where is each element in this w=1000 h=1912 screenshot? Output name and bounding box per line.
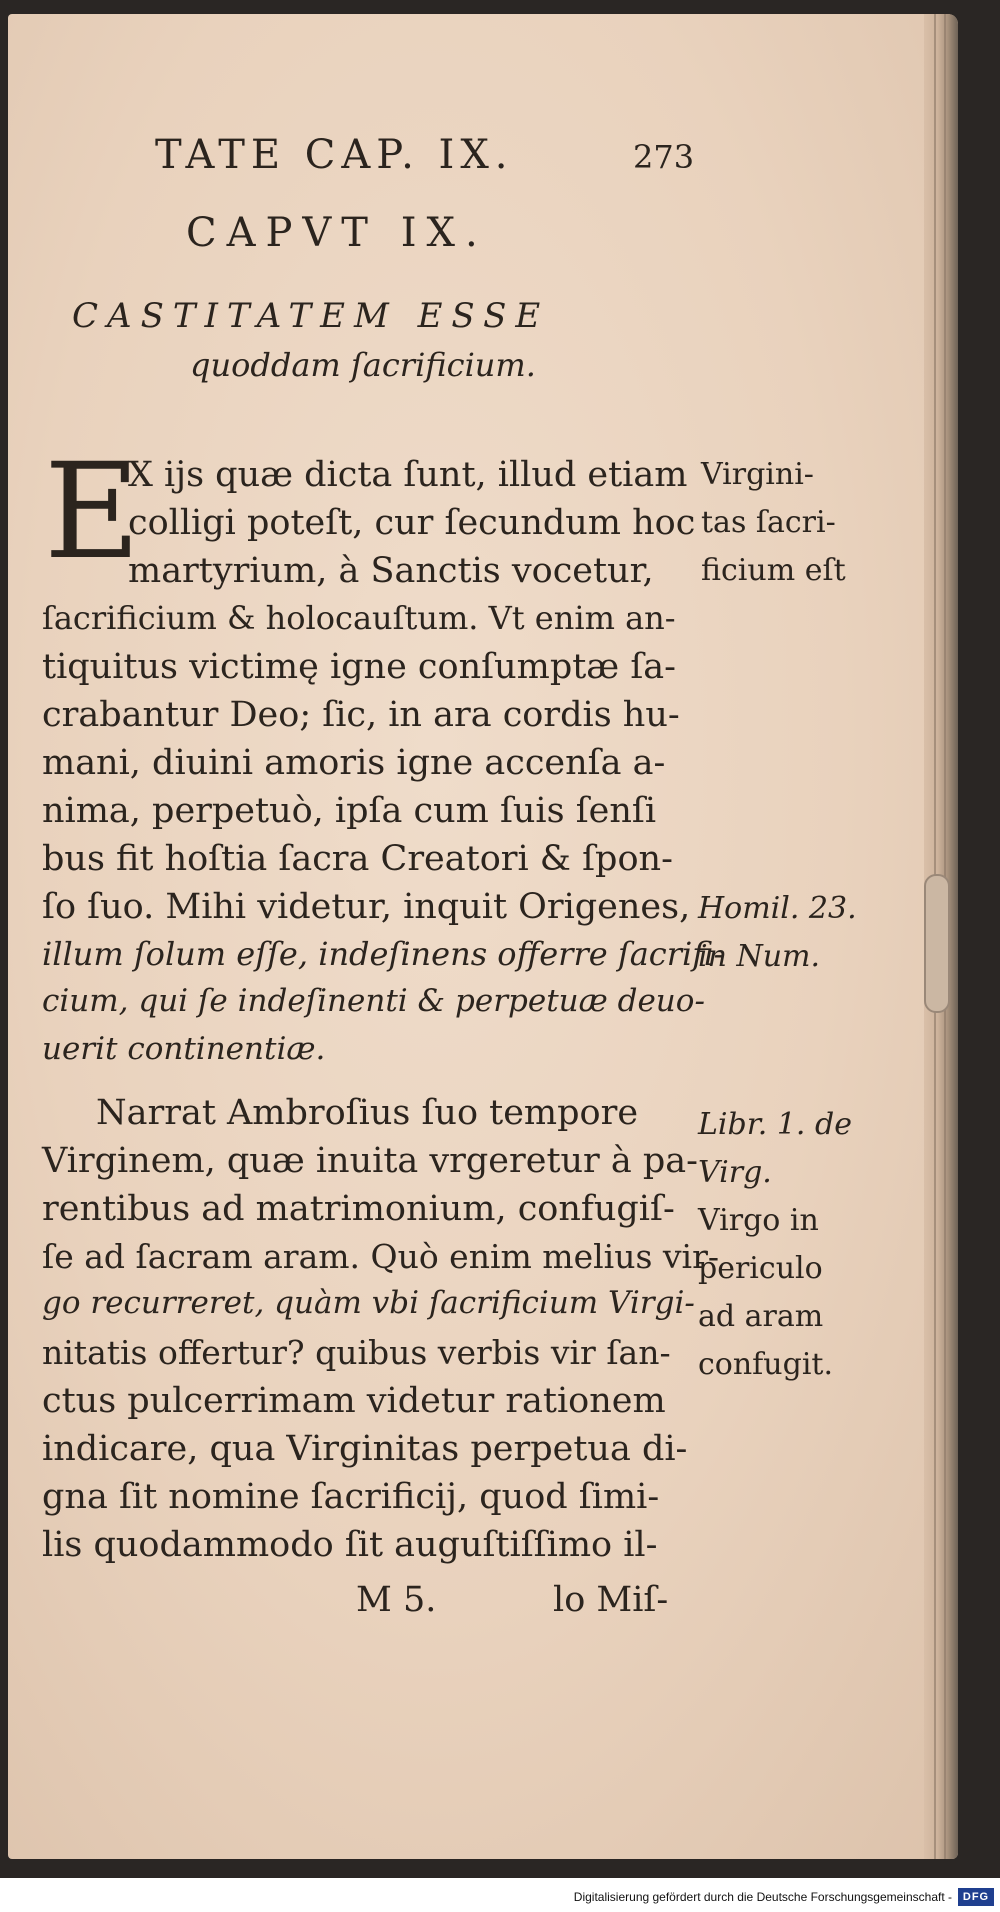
page-edge-shadow bbox=[924, 14, 958, 1859]
body-line: nima, perpetuò, ipſa cum ſuis ſenſi bbox=[42, 791, 657, 831]
margin-note: Homil. 23. bbox=[698, 891, 857, 926]
margin-note: Virgini- bbox=[701, 457, 814, 492]
page-number: 273 bbox=[633, 138, 695, 176]
dfg-logo: DFG bbox=[958, 1888, 994, 1906]
body-line: Narrat Ambroſius ſuo tempore bbox=[96, 1093, 639, 1133]
body-line: ſacrificium & holocauſtum. Vt enim an- bbox=[42, 599, 676, 637]
body-line: ſe ad ſacram aram. Quò enim melius vir- bbox=[42, 1237, 720, 1276]
body-line: ſo ſuo. Mihi videtur, inquit Origenes, bbox=[42, 887, 691, 927]
margin-note: ficium eſt bbox=[701, 553, 846, 588]
body-line: lis quodammodo ſit auguſtiſſimo il- bbox=[42, 1525, 658, 1565]
signature-mark: M 5. bbox=[356, 1580, 437, 1620]
margin-note: periculo bbox=[698, 1251, 823, 1286]
body-line: tiquitus victimę igne conſumptæ ſa- bbox=[42, 647, 676, 687]
margin-note: ad aram bbox=[698, 1299, 824, 1334]
body-line: go recurreret, quàm vbi ſacrificium Virgi- bbox=[42, 1285, 695, 1321]
body-line: bus fit hoſtia ſacra Creatori & ſpon- bbox=[42, 839, 673, 879]
body-line: gna ſit nomine ſacrificij, quod ſimi- bbox=[42, 1477, 660, 1517]
drop-cap: E bbox=[44, 435, 141, 589]
body-line: X ijs quæ dicta ſunt, illud etiam bbox=[128, 455, 688, 495]
credit-text: Digitalisierung gefördert durch die Deutsche Forschungsgemeinschaft - bbox=[573, 1890, 952, 1904]
margin-note: in Num. bbox=[698, 939, 821, 974]
chapter-subtitle-line-2: quoddam ſacrificium. bbox=[190, 346, 536, 384]
body-line: martyrium, à Sanctis vocetur, bbox=[128, 551, 654, 591]
book-page bbox=[8, 14, 958, 1859]
body-line: illum ſolum eſſe, indeſinens offerre ſacrifi- bbox=[42, 935, 725, 973]
body-line: indicare, qua Virginitas perpetua di- bbox=[42, 1429, 688, 1469]
body-line: ctus pulcerrimam videtur rationem bbox=[42, 1381, 666, 1421]
chapter-title: CAPVT IX. bbox=[186, 210, 488, 256]
running-head: TATE CAP. IX. bbox=[155, 132, 514, 178]
body-line: cium, qui ſe indeſinenti & perpetuæ deuo- bbox=[42, 983, 705, 1019]
body-line: uerit continentiæ. bbox=[42, 1031, 326, 1067]
margin-note: confugit. bbox=[698, 1347, 833, 1382]
chapter-subtitle-line-1: CASTITATEM ESSE bbox=[72, 296, 550, 336]
margin-note: Libr. 1. de bbox=[698, 1107, 852, 1142]
body-line: nitatis offertur? quibus verbis vir ſan- bbox=[42, 1333, 671, 1372]
catchword: lo Miſ- bbox=[553, 1580, 669, 1620]
credit-bar bbox=[0, 1878, 1000, 1912]
body-line: mani, diuini amoris igne accenſa a- bbox=[42, 743, 666, 783]
body-line: Virginem, quæ inuita vrgeretur à pa- bbox=[42, 1141, 698, 1181]
body-line: rentibus ad matrimonium, confugiſ- bbox=[42, 1189, 675, 1229]
binding-clasp bbox=[924, 874, 950, 1013]
body-line: colligi poteſt, cur ſecundum hoc bbox=[128, 503, 696, 543]
margin-note: Virg. bbox=[698, 1155, 772, 1190]
margin-note: Virgo in bbox=[698, 1203, 819, 1238]
margin-note: tas ſacri- bbox=[701, 505, 836, 540]
body-line: crabantur Deo; ſic, in ara cordis hu- bbox=[42, 695, 680, 735]
